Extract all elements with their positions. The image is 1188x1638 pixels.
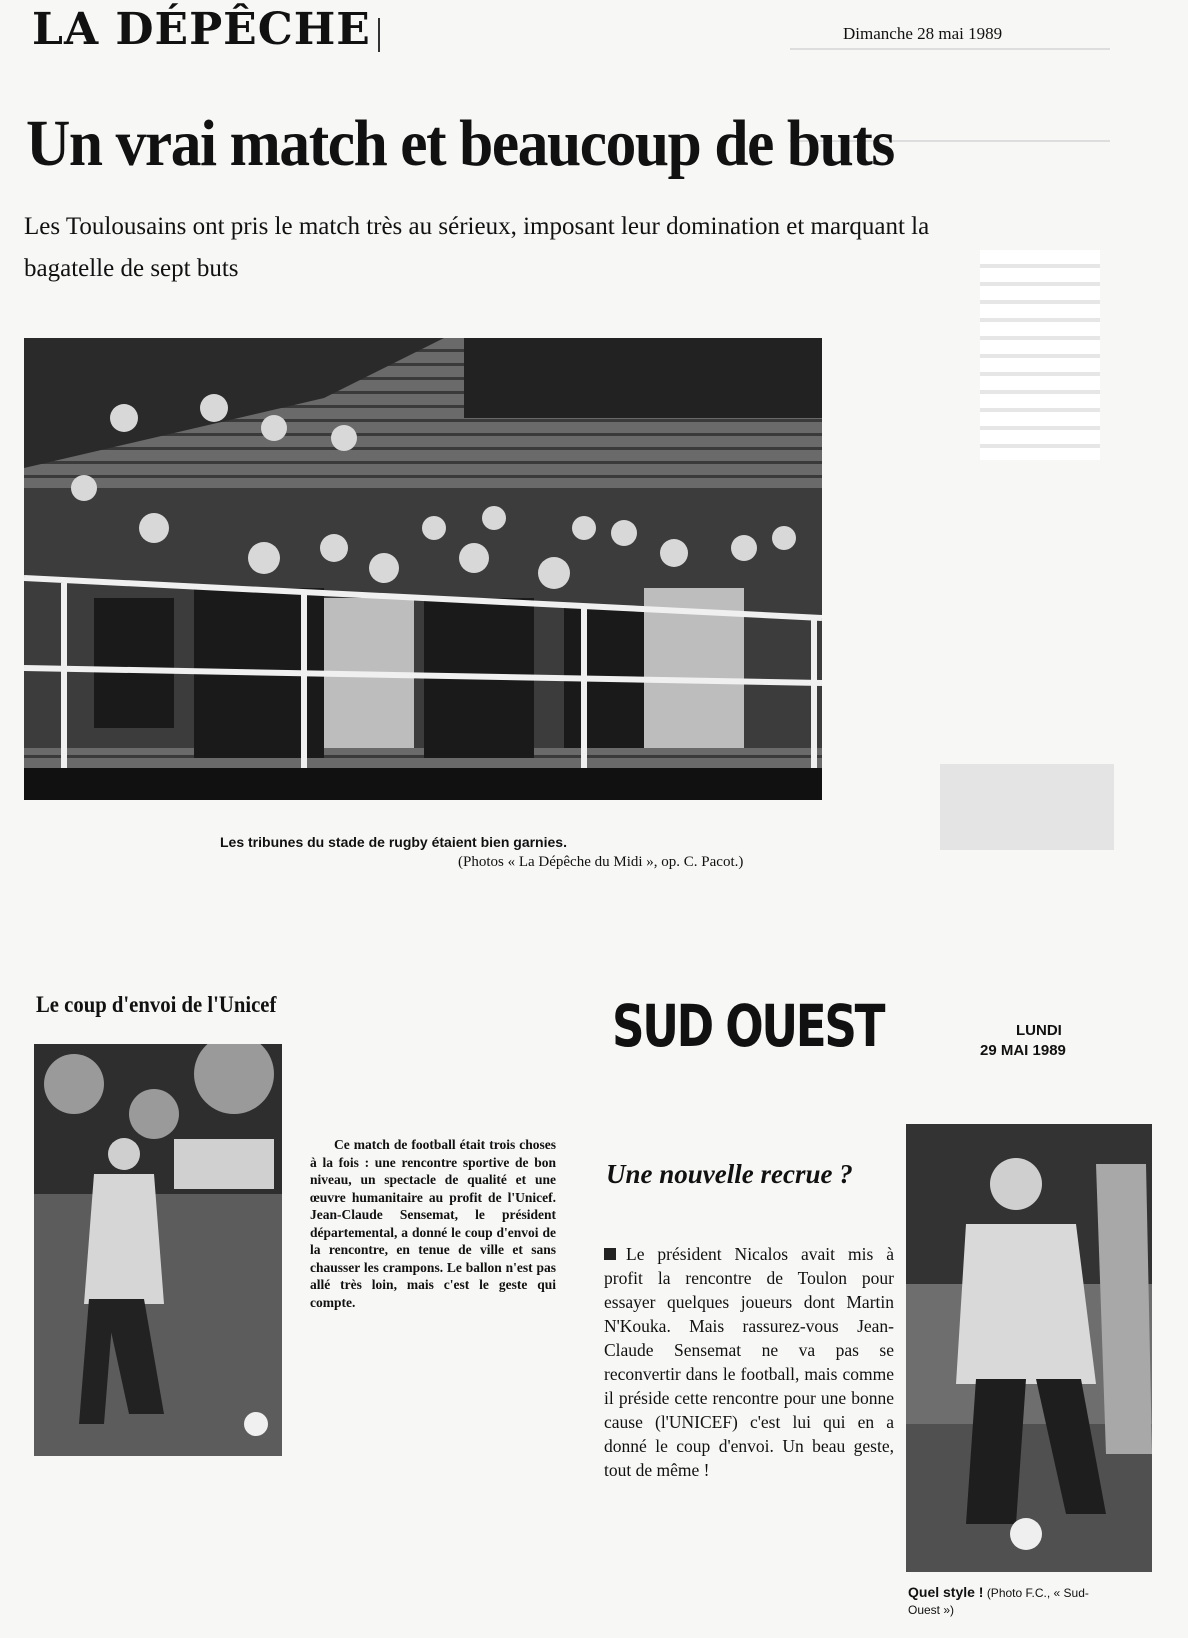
ghost-gray-box xyxy=(940,764,1114,850)
quel-style-caption-bold: Quel style ! xyxy=(908,1584,984,1600)
kickoff-photo-image xyxy=(34,1044,282,1456)
unicef-article-title: Le coup d'envoi de l'Unicef xyxy=(36,992,277,1017)
sud-ouest-day: LUNDI xyxy=(1016,1022,1062,1039)
unicef-article-body: Ce match de football était trois choses à la fois : une rencontre sportive de bon niveau, un spectacle de qualité et une œuvre humanitaire au profit de l'Unicef. Jean-Claude Sensemat, le président départemental, a donné le coup d'envoi de la rencontre, en tenue de ville et sans chausser les crampons. Le ballon n'est pas allé très loin, mais c'est le geste qui compte. xyxy=(310,1137,556,1310)
recrue-article-text: Le président Nicalos avait mis à profit la rencontre de Toulon pour essayer quelques joueurs dont Martin N'Kouka. Mais rassurez-vous Jean-Claude Sensemat ne va pas se reconvertir dans le football, mais comme il préside cette rencontre pour une bonne cause (l'UNICEF) c'est lui qui en a donné le coup d'envoi. Un beau geste, tout de même ! xyxy=(604,1244,894,1480)
recrue-article-body xyxy=(604,1242,894,1482)
masthead-divider xyxy=(378,18,380,52)
bullet-square-icon xyxy=(604,1248,616,1260)
kickoff-photo xyxy=(34,1044,282,1456)
quel-style-photo xyxy=(906,1124,1152,1572)
grandstand-photo-image xyxy=(24,338,822,800)
quel-style-photo-image xyxy=(906,1124,1152,1572)
main-photo-credit: (Photos « La Dépêche du Midi », op. C. Pacot.) xyxy=(458,854,744,870)
masthead-sud-ouest: SUD OUEST xyxy=(612,992,884,1060)
grandstand-photo xyxy=(24,338,822,800)
main-photo-caption: Les tribunes du stade de rugby étaient bien garnies. xyxy=(220,834,567,850)
headline: Un vrai match et beaucoup de buts xyxy=(26,107,894,180)
issue-date: Dimanche 28 mai 1989 xyxy=(843,24,1003,43)
quel-style-caption xyxy=(908,1584,1108,1619)
quel-style-caption-credit: (Photo F.C., « Sud-Ouest ») xyxy=(908,1586,1089,1617)
subheadline: Les Toulousains ont pris le match très au sérieux, imposant leur domination et marquant la bagatelle de sept buts xyxy=(24,213,930,282)
masthead-la-depeche: LA DÉPÊCHE xyxy=(32,4,371,55)
sud-ouest-date: 29 MAI 1989 xyxy=(980,1042,1066,1059)
recrue-article-title: Une nouvelle recrue ? xyxy=(606,1159,853,1189)
